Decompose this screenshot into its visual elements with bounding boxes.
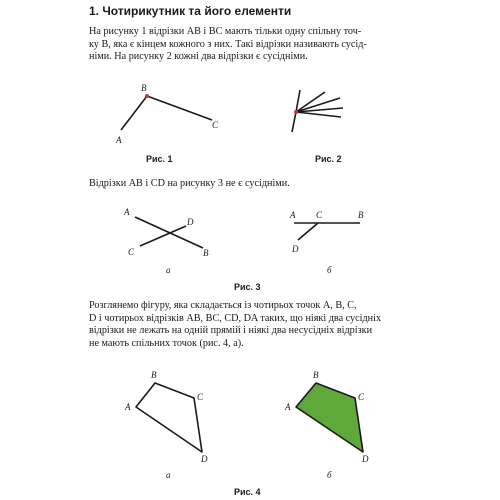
figure-3a-label: а [166, 265, 171, 275]
figure-4a-label: а [166, 470, 171, 480]
point-label-c: C [197, 392, 204, 402]
figure-3b-segments [294, 223, 360, 240]
point-label-a: A [290, 210, 296, 220]
point-label-c: C [358, 392, 365, 402]
point-label-a: A [285, 402, 291, 412]
point-label-c: C [316, 210, 323, 220]
point-label-d: D [201, 454, 208, 464]
point-label-a: A [124, 207, 130, 217]
point-label-b: B [313, 370, 319, 380]
figure-4b-label: б [327, 470, 332, 480]
point-label-a: A [116, 135, 122, 145]
paragraph-line: відрізки не лежать на одній прямій і ніякі два несусідніх відрізки [89, 325, 373, 337]
quadrilateral-filled [296, 383, 363, 452]
figure-4-caption: Рис. 4 [234, 487, 261, 497]
point-label-c: C [128, 247, 135, 257]
quadrilateral-outline [136, 383, 202, 452]
paragraph-line: не мають спільних точок (рис. 4, а). [89, 337, 244, 349]
segment-ab [121, 96, 147, 130]
point-label-d: D [187, 217, 194, 227]
paragraph-line: На рисунку 1 відрізки AB і BC мають тільки одну спільну точ- [89, 26, 362, 37]
paragraph-non-adjacent: Відрізки AB і CD на рисунку 3 не є сусідніми. [89, 178, 290, 189]
segment-cd [298, 223, 318, 240]
figure-3-caption: Рис. 3 [234, 282, 261, 292]
figure-2-segments [292, 90, 343, 132]
section-title: 1. Чотирикутник та його елементи [89, 4, 292, 18]
point-label-b: B [141, 83, 147, 93]
figure-1-caption: Рис. 1 [146, 154, 173, 164]
paragraph-line: D і чотирьох відрізків AB, BC, CD, DA таких, що ніякі два сусідніх [89, 312, 382, 324]
common-vertex-point [294, 110, 298, 114]
point-label-a: A [125, 402, 131, 412]
point-label-b: B [203, 248, 209, 258]
ray-segment [296, 112, 341, 117]
paragraph-line: Розглянемо фігуру, яка складається із чотирьох точок A, B, C, [89, 300, 357, 311]
ray-segment [296, 92, 325, 112]
vertex-b-point [145, 94, 149, 98]
paragraph-line: ку B, яка є кінцем кожного з них. Такі відрізки називають суcід- [89, 38, 367, 50]
segment-bc [147, 96, 212, 120]
point-label-b: B [151, 370, 157, 380]
point-label-c: C [212, 120, 219, 130]
point-label-d: D [362, 454, 369, 464]
point-label-b: B [358, 210, 364, 220]
paragraph-line: німи. На рисунку 2 кожні два відрізки є сусідніми. [89, 51, 308, 63]
figure-3b-label: б [327, 265, 332, 275]
figure-2-caption: Рис. 2 [315, 154, 342, 164]
figure-1-segments [121, 96, 212, 130]
ray-segment [292, 112, 296, 132]
point-label-d: D [292, 244, 299, 254]
